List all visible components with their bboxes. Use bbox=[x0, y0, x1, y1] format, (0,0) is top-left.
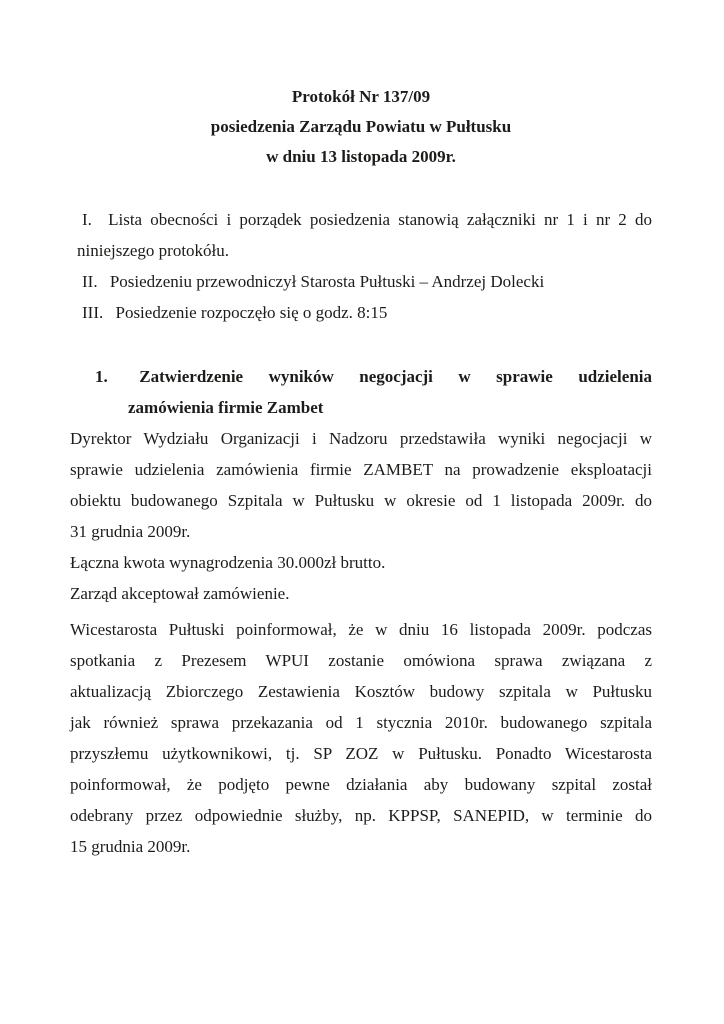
paragraph-line: odebrany przez odpowiednie służby, np. KPPSP, SANEPID, w terminie do bbox=[70, 806, 652, 825]
paragraph-line: spotkania z Prezesem WPUI zostanie omówiona sprawa związana z bbox=[70, 651, 652, 670]
title-line-3: w dniu 13 listopada 2009r. bbox=[266, 147, 456, 166]
roman-list bbox=[70, 204, 652, 328]
title-line-1: Protokół Nr 137/09 bbox=[291, 87, 431, 106]
roman-item-line: II. Posiedzeniu przewodniczył Starosta Pułtuski – Andrzej Dolecki bbox=[82, 272, 545, 291]
roman-item bbox=[70, 266, 652, 297]
paragraph-line: poinformował, że podjęto pewne działania aby budowany szpital został bbox=[70, 775, 652, 794]
heading-line: zamówienia firmie Zambet bbox=[128, 398, 324, 417]
spacer bbox=[70, 172, 652, 204]
paragraph-line: 15 grudnia 2009r. bbox=[70, 837, 191, 856]
body-paragraph bbox=[70, 423, 652, 547]
title-line-2: posiedzenia Zarządu Powiatu w Pułtusku bbox=[210, 117, 512, 136]
paragraph-line: Łączna kwota wynagrodzenia 30.000zł brutto. bbox=[70, 553, 386, 572]
roman-item bbox=[70, 297, 652, 328]
paragraph-line: Zarząd akceptował zamówienie. bbox=[70, 584, 290, 603]
paragraph-line: przyszłemu użytkownikowi, tj. SP ZOZ w Pułtusku. Ponadto Wicestarosta bbox=[70, 744, 652, 763]
roman-item-line: I. Lista obecności i porządek posiedzenia stanowią załączniki nr 1 i nr 2 do bbox=[82, 210, 652, 229]
roman-item-line: III. Posiedzenie rozpoczęło się o godz. 8:15 bbox=[82, 303, 388, 322]
heading-marker: 1. bbox=[95, 367, 108, 386]
roman-item-marker: II. bbox=[82, 272, 98, 291]
body-paragraphs bbox=[70, 423, 652, 862]
body-paragraph bbox=[70, 547, 652, 578]
paragraph-line: 31 grudnia 2009r. bbox=[70, 522, 191, 541]
spacer bbox=[70, 328, 652, 361]
body-paragraph bbox=[70, 578, 652, 609]
section-heading bbox=[70, 361, 652, 423]
paragraph-line: obiektu budowanego Szpitala w Pułtusku w okresie od 1 listopada 2009r. do bbox=[70, 491, 652, 510]
paragraph-line: Wicestarosta Pułtuski poinformował, że w dniu 16 listopada 2009r. podczas bbox=[70, 620, 652, 639]
roman-item-marker: III. bbox=[82, 303, 104, 322]
paragraph-line: sprawie udzielenia zamówienia firmie ZAMBET na prowadzenie eksploatacji bbox=[70, 460, 652, 479]
paragraph-line: aktualizacją Zbiorczego Zestawienia Kosztów budowy szpitala w Pułtusku bbox=[70, 682, 652, 701]
heading-line: 1. Zatwierdzenie wyników negocjacji w sprawie udzielenia bbox=[95, 367, 652, 386]
paragraph-line: Dyrektor Wydziału Organizacji i Nadzoru przedstawiła wyniki negocjacji w bbox=[70, 429, 652, 448]
document-title bbox=[70, 82, 652, 172]
paragraph-line: jak również sprawa przekazania od 1 stycznia 2010r. budowanego szpitala bbox=[70, 713, 652, 732]
roman-item-line: niniejszego protokółu. bbox=[77, 241, 230, 260]
body-paragraph bbox=[70, 614, 652, 862]
roman-item bbox=[70, 204, 652, 266]
roman-item-marker: I. bbox=[82, 210, 92, 229]
